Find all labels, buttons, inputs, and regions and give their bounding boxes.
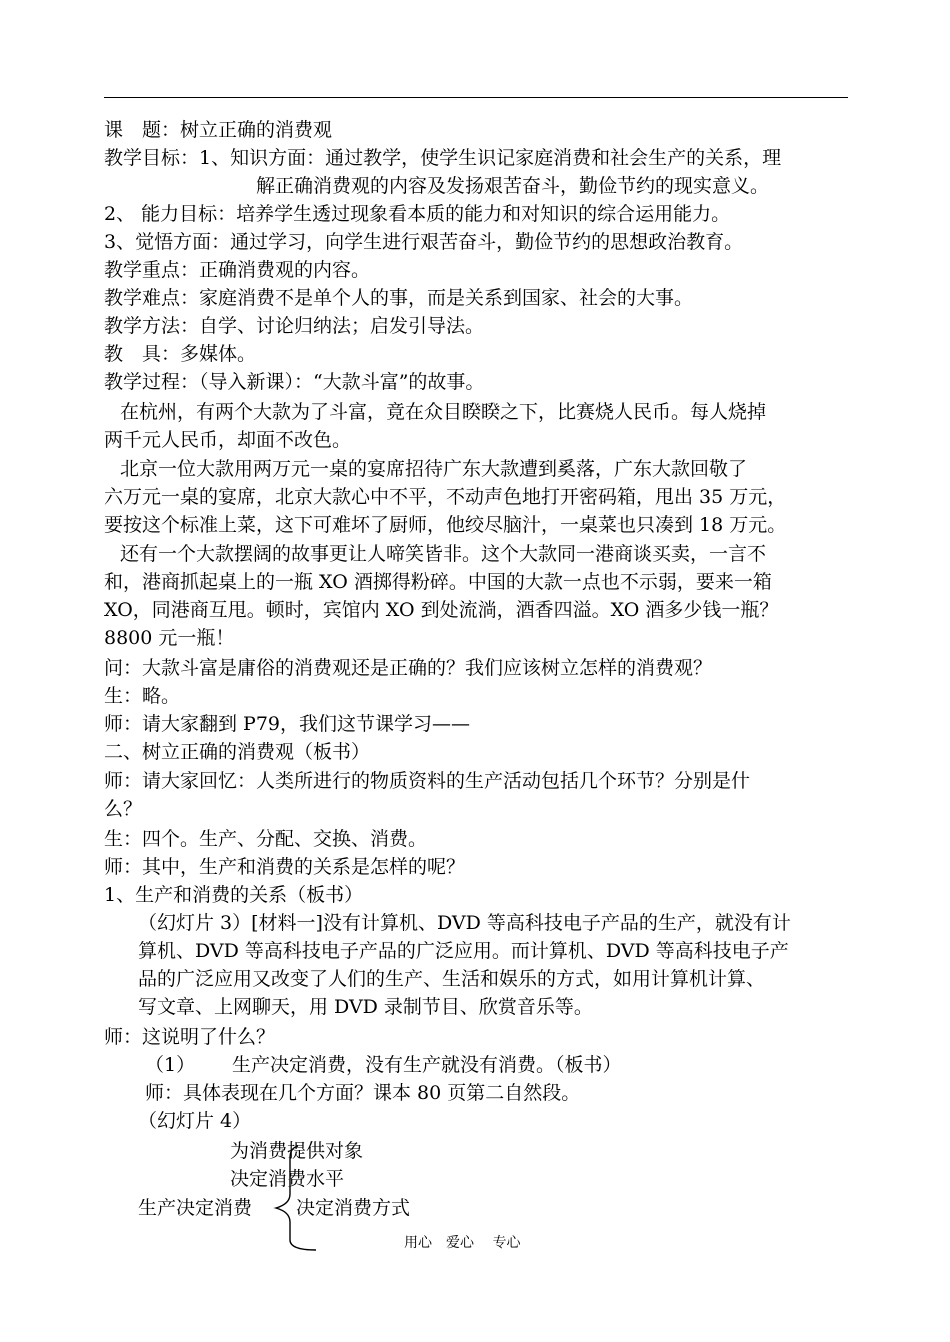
teacher-2-line2: 么？ [104, 798, 143, 820]
goal-knowledge-line1: 教学目标：1、知识方面：通过教学，使学生识记家庭消费和社会生产的关系，理 [104, 147, 782, 169]
teaching-process: 教学过程：（导入新课）：“大款斗富”的故事。 [104, 371, 485, 393]
material-1-line3: 品的广泛应用又改变了人们的生产、生活和娱乐的方式，如用计算机计算、 [138, 968, 766, 990]
diagram-branch-2: 决定消费水平 [230, 1168, 345, 1190]
diagram-branch-3: 决定消费方式 [296, 1197, 411, 1219]
footer-motto: 用心 爱心 专心 [404, 1235, 521, 1251]
point-1-number: （1） [145, 1054, 196, 1076]
teaching-tools: 教 具：多媒体。 [104, 343, 257, 365]
goal-ability: 2、 能力目标：培养学生透过现象看本质的能力和对知识的综合运用能力。 [104, 203, 731, 225]
diagram-brace [268, 1142, 320, 1254]
key-point: 教学重点：正确消费观的内容。 [104, 259, 371, 281]
goal-knowledge-line2: 解正确消费观的内容及发扬艰苦奋斗，勤俭节约的现实意义。 [256, 175, 770, 197]
point-1-text: 生产决定消费，没有生产就没有消费。（板书） [232, 1054, 622, 1076]
story-p3-line1: 还有一个大款摆阔的故事更让人啼笑皆非。这个大款同一港商谈买卖，一言不 [120, 543, 767, 565]
goal-awareness: 3、觉悟方面：通过学习，向学生进行艰苦奋斗，勤俭节约的思想政治教育。 [104, 231, 744, 253]
teacher-4: 师：这说明了什么？ [104, 1026, 276, 1048]
teacher-1: 师：请大家翻到 P79，我们这节课学习—— [104, 713, 471, 735]
student-2: 生：四个。生产、分配、交换、消费。 [104, 828, 428, 850]
story-p1-line2: 两千元人民币，却面不改色。 [104, 429, 352, 451]
lesson-topic: 课 题：树立正确的消费观 [104, 119, 333, 141]
student-1: 生：略。 [104, 685, 181, 707]
section-2-heading: 二、树立正确的消费观（板书） [104, 741, 371, 763]
diagram-root: 生产决定消费 [138, 1197, 253, 1219]
question-1: 问：大款斗富是庸俗的消费观还是正确的？我们应该树立怎样的消费观？ [104, 657, 713, 679]
teacher-3: 师：其中，生产和消费的关系是怎样的呢？ [104, 856, 466, 878]
teacher-5: 师：具体表现在几个方面？课本 80 页第二自然段。 [145, 1082, 581, 1104]
material-1-line1: （幻灯片 3）[材料一]没有计算机、DVD 等高科技电子产品的生产，就没有计 [138, 912, 791, 934]
story-p3-line3: XO，同港商互甩。顿时，宾馆内 XO 到处流淌，酒香四溢。XO 酒多少钱一瓶？ [104, 599, 779, 621]
header-rule [104, 97, 848, 98]
diagram-branch-1: 为消费提供对象 [230, 1140, 364, 1162]
material-1-line2: 算机、DVD 等高科技电子产品的广泛应用。而计算机、DVD 等高科技电子产 [138, 940, 789, 962]
slide-4-label: （幻灯片 4） [138, 1110, 252, 1132]
teaching-method: 教学方法：自学、讨论归纳法；启发引导法。 [104, 315, 485, 337]
story-p2-line3: 要按这个标准上菜，这下可难坏了厨师，他绞尽脑汁，一桌菜也只凑到 18 万元。 [104, 514, 787, 536]
story-p2-line2: 六万元一桌的宴席，北京大款心中不平，不动声色地打开密码箱，甩出 35 万元， [104, 486, 787, 508]
subsection-1-heading: 1、生产和消费的关系（板书） [104, 884, 364, 906]
story-p1-line1: 在杭州，有两个大款为了斗富，竟在众目睽睽之下，比赛烧人民币。每人烧掉 [120, 401, 767, 423]
story-p3-line2: 和，港商抓起桌上的一瓶 XO 酒掷得粉碎。中国的大款一点也不示弱，要来一箱 [104, 571, 772, 593]
story-p2-line1: 北京一位大款用两万元一桌的宴席招待广东大款遭到奚落，广东大款回敬了 [120, 458, 748, 480]
teacher-2-line1: 师：请大家回忆：人类所进行的物质资料的生产活动包括几个环节？分别是什 [104, 770, 751, 792]
difficult-point: 教学难点：家庭消费不是单个人的事，而是关系到国家、社会的大事。 [104, 287, 694, 309]
story-p3-line4: 8800 元一瓶！ [104, 627, 235, 649]
material-1-line4: 写文章、上网聊天，用 DVD 录制节目、欣赏音乐等。 [138, 996, 593, 1018]
